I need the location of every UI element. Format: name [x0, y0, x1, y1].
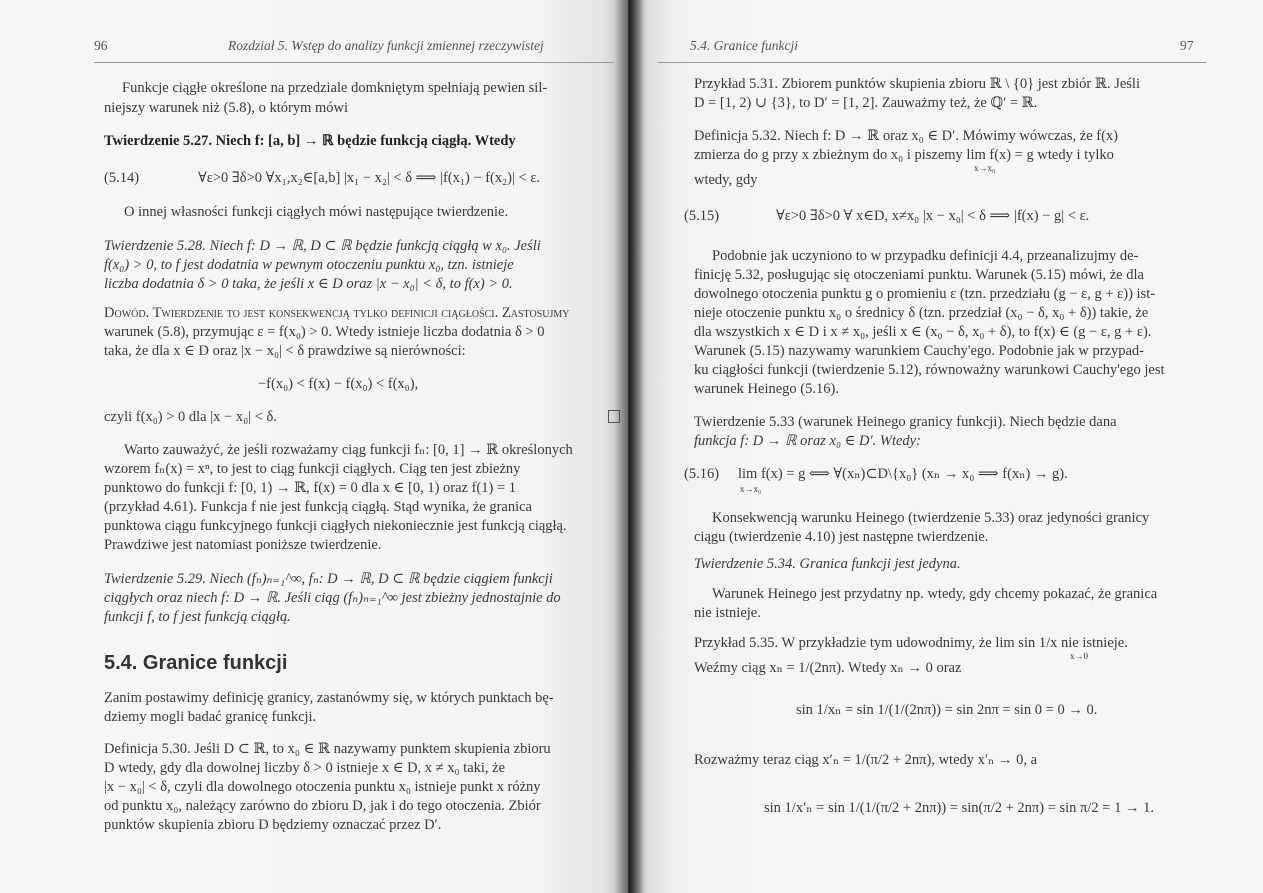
text-line: czyli f(x₀) > 0 dla |x − x₀| < δ. [104, 409, 277, 425]
text-line: zmierza do g przy x zbieżnym do x₀ i piszemy lim f(x) = g wtedy i tylko [694, 147, 1114, 163]
text-line: wtedy, gdy [694, 172, 758, 188]
definition-heading: Definicja 5.30. Jeśli D ⊂ ℝ, to x₀ ∈ ℝ nazywamy punktem skupienia zbioru [104, 741, 551, 757]
limit-subscript: x→x₀ [974, 163, 996, 173]
equation: lim f(x) = g ⟺ ∀(xₙ)⊂D\{x₀} (xₙ → x₀ ⟹ f(xₙ) → g). [738, 466, 1068, 482]
text-line: ciągu (twierdzenie 4.10) jest następne twierdzenie. [694, 529, 989, 545]
book-gutter-shadow [614, 0, 644, 893]
text-line: O innej własności funkcji ciągłych mówi następujące twierdzenie. [124, 204, 509, 220]
text-line: warunek Heinego (5.16). [694, 381, 839, 397]
equation: sin 1/x′ₙ = sin 1/(1/(π/2 + 2nπ)) = sin(π/2 + 2nπ) = sin π/2 = 1 → 1. [764, 800, 1154, 816]
text-line: Warunek (5.15) nazywamy warunkiem Cauchy'ego. Podobnie jak w przypad- [694, 343, 1145, 359]
limit-subscript: x→0 [1070, 651, 1088, 661]
text-line: punktowo do funkcji f: [0, 1) → ℝ, f(x) = 0 dla x ∈ [0, 1) oraz f(1) = 1 [104, 480, 517, 496]
text-line: ciągłych oraz niech f: D → ℝ. Jeśli ciąg (fₙ)ₙ₌₁^∞ jest zbieżny jednostajnie do [104, 590, 561, 606]
text-line: Podobnie jak uczyniono to w przypadku definicji 4.4, przeanalizujmy de- [712, 248, 1139, 264]
text-line: warunek (5.8), przymując ε = f(x₀) > 0. Wtedy istnieje liczba dodatnia δ > 0 [104, 324, 545, 340]
text-line: Funkcje ciągłe określone na przedziale domkniętym spełniają pewien sil- [122, 80, 548, 96]
text-line: Warto zauważyć, że jeśli rozważamy ciąg funkcji fₙ: [0, 1] → ℝ określonych [124, 442, 573, 458]
header-rule [658, 62, 1206, 63]
text-line: |x − x₀| < δ, czyli dla dowolnego otoczenia punktu x₀ istnieje punkt x różny [104, 779, 541, 795]
text-line: Rozważmy teraz ciąg x′ₙ = 1/(π/2 + 2nπ), wtedy x′ₙ → 0, a [694, 752, 1038, 768]
theorem-heading: Twierdzenie 5.28. Niech f: D → ℝ, D ⊂ ℝ będzie funkcją ciągłą w x₀. Jeśli [104, 238, 541, 254]
running-head: 5.4. Granice funkcji [690, 38, 798, 53]
equation-number: (5.14) [104, 170, 140, 186]
theorem-heading: Twierdzenie 5.29. Niech (fₙ)ₙ₌₁^∞, fₙ: D → ℝ, D ⊂ ℝ będzie ciągiem funkcji [104, 571, 553, 587]
text-line: dla wszystkich x ∈ D i x ≠ x₀, jeśli x ∈ (x₀ − δ, x₀ + δ), to f(x) ∈ (g − ε, g + ε). [694, 324, 1152, 340]
text-line: D wtedy, gdy dla dowolnej liczby δ > 0 istnieje x ∈ D, x ≠ x₀ taki, że [104, 760, 506, 776]
text-line: D = [1, 2) ∪ {3}, to D′ = [1, 2]. Zauważmy też, że ℚ′ = ℝ. [694, 95, 1038, 111]
theorem-heading: Twierdzenie 5.33 (warunek Heinego granicy funkcji). Niech będzie dana [694, 414, 1117, 430]
right-page [628, 0, 1263, 893]
text-line: punktów skupienia zbioru D będziemy oznaczać przez D′. [104, 817, 442, 833]
text-line: Konsekwencją warunku Heinego (twierdzenie 5.33) oraz jedyności granicy [712, 510, 1150, 526]
equation: sin 1/xₙ = sin 1/(1/(2nπ)) = sin 2nπ = sin 0 = 0 → 0. [796, 702, 1098, 718]
equation-number: (5.16) [684, 466, 720, 482]
text-line: od punktu x₀, należący zarówno do zbioru D, jak i do tego otoczenia. Zbiór [104, 798, 541, 814]
text-line: punktowa ciągu funkcyjnego funkcji ciągłych niekoniecznie jest funkcją ciągłą. [104, 518, 567, 534]
text-line: funkcja f: D → ℝ oraz x₀ ∈ D′. Wtedy: [694, 433, 921, 449]
proof-line: Dowód. Twierdzenie to jest konsekwencją tylko definicji ciągłości. Zastosujmy [104, 305, 570, 321]
equation-number: (5.15) [684, 208, 720, 224]
text-line: dowolnego otoczenia punktu g o promieniu ε (tzn. przedziału (g − ε, g + ε)) ist- [694, 286, 1156, 302]
text-line: niejszy warunek niż (5.8), o którym mówi [104, 100, 349, 116]
text-line: Prawdziwe jest natomiast poniższe twierdzenie. [104, 537, 382, 553]
text-line: nie istnieje. [694, 605, 761, 621]
text-line: Warunek Heinego jest przydatny np. wtedy, gdy chcemy pokazać, że granica [712, 586, 1158, 602]
text-line: (przykład 4.61). Funkcja f nie jest funkcją ciągłą. Stąd wynika, że granica [104, 499, 532, 515]
theorem-heading: Twierdzenie 5.27. Niech f: [a, b] → ℝ będzie funkcją ciągłą. Wtedy [104, 133, 516, 149]
example-heading: Przykład 5.35. W przykładzie tym udowodnimy, że lim sin 1/x nie istnieje. [694, 635, 1128, 651]
text-line: wzorem fₙ(x) = xⁿ, to jest to ciąg funkcji ciągłych. Ciąg ten jest zbieżny [104, 461, 521, 477]
equation: −f(x₀) < f(x) − f(x₀) < f(x₀), [258, 376, 419, 392]
equation: ∀ε>0 ∃δ>0 ∀x₁,x₂∈[a,b] |x₁ − x₂| < δ ⟹ |f(x₁) − f(x₂)| < ε. [198, 170, 541, 186]
page-number: 97 [1180, 38, 1194, 53]
equation: ∀ε>0 ∃δ>0 ∀ x∈D, x≠x₀ |x − x₀| < δ ⟹ |f(x) − g| < ε. [776, 208, 1090, 224]
definition-heading: Definicja 5.32. Niech f: D → ℝ oraz x₀ ∈ D′. Mówimy wówczas, że f(x) [694, 128, 1118, 144]
page-number: 96 [94, 38, 108, 53]
text-line: Weźmy ciąg xₙ = 1/(2nπ). Wtedy xₙ → 0 oraz [694, 660, 962, 676]
header-rule [94, 62, 614, 63]
text-line: dziemy mogli badać granicę funkcji. [104, 709, 317, 725]
running-head: Rozdział 5. Wstęp do analizy funkcji zmiennej rzeczywistej [228, 38, 544, 53]
text-line: nieje otoczenie punktu x₀ o średnicy δ (tzn. przedział (x₀ − δ, x₀ + δ)) takie, że [694, 305, 1149, 321]
text-line: funkcji f, to f jest funkcją ciągłą. [104, 609, 291, 625]
left-page [0, 0, 628, 893]
limit-subscript: x→x₀ [740, 484, 762, 494]
section-title: 5.4. Granice funkcji [104, 652, 288, 674]
text-line: finicję 5.32, posługując się otoczeniami punktu. Warunek (5.15) mówi, że dla [694, 267, 1144, 283]
text-line: Zanim postawimy definicję granicy, zastanówmy się, w których punktach bę- [104, 690, 554, 706]
example-heading: Przykład 5.31. Zbiorem punktów skupienia zbioru ℝ \ {0} jest zbiór ℝ. Jeśli [694, 76, 1140, 92]
text-line: ku ciągłości funkcji (twierdzenie 5.12), równoważny warunkowi Cauchy'ego jest [694, 362, 1165, 378]
text-line: liczba dodatnia δ > 0 taka, że jeśli x ∈ D oraz |x − x₀| < δ, to f(x) > 0. [104, 276, 513, 292]
text-line: f(x₀) > 0, to f jest dodatnia w pewnym otoczeniu punktu x₀, tzn. istnieje [104, 257, 514, 273]
text-line: taka, że dla x ∈ D oraz |x − x₀| < δ prawdziwe są nierówności: [104, 343, 466, 359]
theorem-heading: Twierdzenie 5.34. Granica funkcji jest jedyna. [694, 556, 961, 572]
